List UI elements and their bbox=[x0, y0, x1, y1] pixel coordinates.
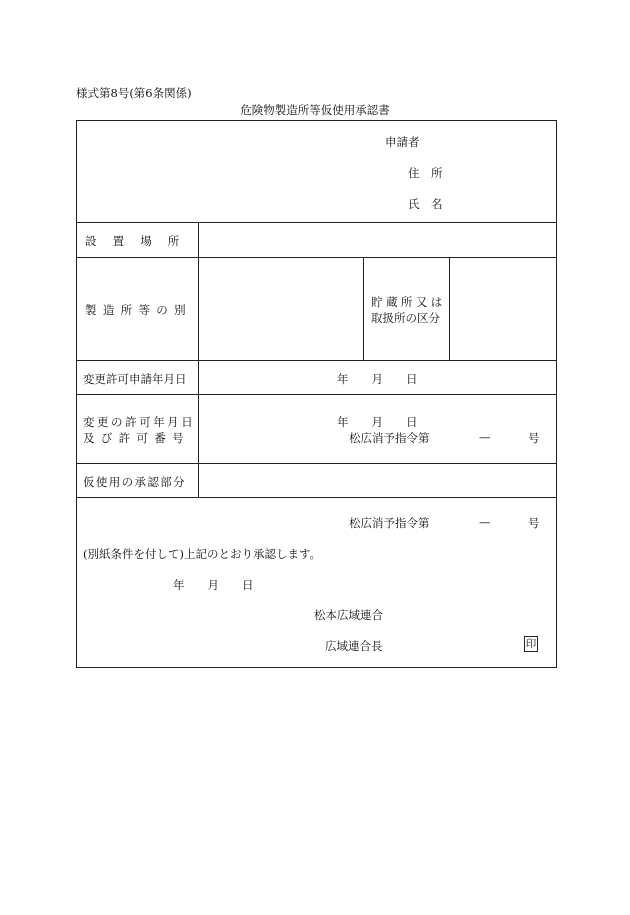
facility-type-label: 製造所等の別 bbox=[85, 303, 192, 317]
approval-number-dash: — bbox=[479, 515, 491, 529]
permit-number-prefix: 松広消予指令第 bbox=[349, 431, 430, 445]
row-divider bbox=[76, 463, 557, 464]
location-label: 設 置 場 所 bbox=[85, 234, 182, 248]
approval-statement: (別紙条件を付して)上記のとおり承認します。 bbox=[83, 547, 322, 561]
column-divider bbox=[363, 257, 364, 360]
document-title: 危険物製造所等仮使用承認書 bbox=[240, 103, 390, 117]
change-application-date-value: 年 月 日 bbox=[337, 372, 418, 386]
change-application-date-label: 変更許可申請年月日 bbox=[83, 372, 187, 386]
storage-classification-label-line2: 取扱所の区分 bbox=[371, 311, 440, 325]
row-divider bbox=[76, 360, 557, 361]
seal-text: 印 bbox=[525, 638, 537, 650]
column-divider bbox=[198, 222, 199, 497]
seal-mark bbox=[524, 636, 538, 652]
permit-number-dash: — bbox=[479, 430, 491, 444]
applicant-address-label: 住 所 bbox=[408, 166, 443, 180]
storage-classification-label-line1: 貯蔵所又は bbox=[371, 295, 446, 309]
approval-date: 年 月 日 bbox=[173, 578, 254, 592]
row-divider bbox=[76, 222, 557, 223]
approval-number-suffix: 号 bbox=[528, 516, 540, 530]
approved-part-label: 仮使用の承認部分 bbox=[83, 475, 187, 489]
row-divider bbox=[76, 257, 557, 258]
approval-number-prefix: 松広消予指令第 bbox=[349, 516, 430, 530]
form-number: 様式第8号(第6条関係) bbox=[76, 86, 192, 100]
issuing-official: 広域連合長 bbox=[325, 639, 383, 653]
applicant-heading: 申請者 bbox=[385, 135, 420, 149]
permit-number-suffix: 号 bbox=[528, 431, 540, 445]
applicant-name-label: 氏 名 bbox=[408, 197, 443, 211]
row-divider bbox=[76, 497, 557, 498]
row-divider bbox=[76, 394, 557, 395]
column-divider bbox=[449, 257, 450, 360]
permit-label-line1: 変更の許可年月日 bbox=[83, 415, 196, 429]
permit-date-value: 年 月 日 bbox=[337, 415, 418, 429]
permit-label-line2: 及び許可番号 bbox=[83, 431, 190, 445]
issuing-organization: 松本広域連合 bbox=[314, 608, 383, 622]
